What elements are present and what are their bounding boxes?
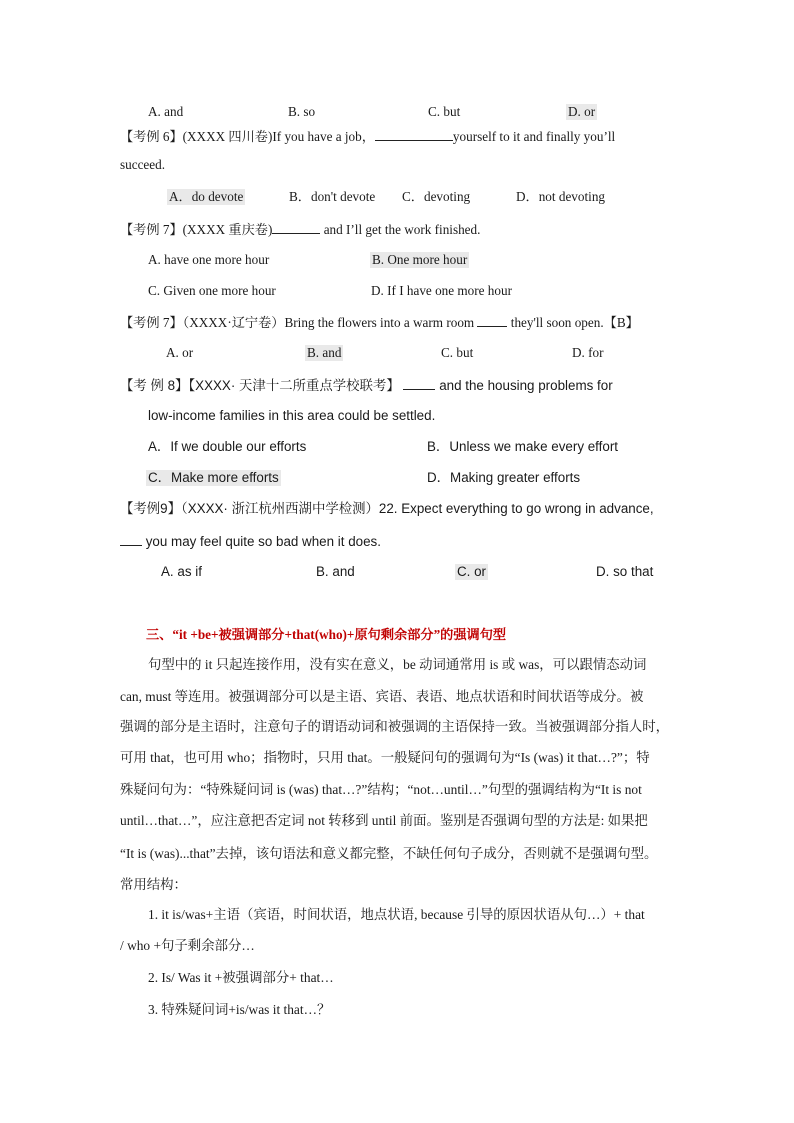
- list-item: 2. Is/ Was it +被强调部分+ that…: [148, 970, 334, 985]
- q7b-stem: [120, 314, 639, 331]
- q6-option-d: D．not devoting: [516, 189, 606, 204]
- q8-blank: [403, 377, 435, 390]
- q8-stem-cont: low-income families in this area could be settled.: [148, 408, 436, 423]
- paragraph-line: 常用结构：: [120, 877, 187, 892]
- section-heading: 三、“it +be+被强调部分+that(who)+原句剩余部分”的强调句型: [146, 627, 507, 642]
- q9-option-d: D. so that: [596, 564, 654, 579]
- q6-stem-head: 【考例 6】(XXXX 四川卷)If you have a job，: [120, 129, 375, 144]
- q7a-option-d: D. If I have one more hour: [371, 283, 512, 298]
- q7b-option-b: B. and: [307, 345, 342, 360]
- paragraph-line: until…that…”，应注意把否定词 not 转移到 until 前面。鉴别是否强调句型的方法是: 如果把: [120, 813, 648, 828]
- q8-stem: [120, 377, 613, 394]
- q7a-stem: [120, 221, 480, 238]
- list-item: 3. 特殊疑问词+is/was it that…？: [148, 1002, 331, 1017]
- q9-stem-cont-line: [120, 533, 381, 550]
- q6-option-c: C．devoting: [402, 189, 471, 204]
- q7a-option-c: C. Given one more hour: [148, 283, 276, 298]
- list-item: 1. it is/was+主语（宾语，时间状语，地点状语, because 引导的原因状语从句…）+ that: [148, 907, 645, 922]
- q6-blank: [375, 128, 453, 141]
- paragraph-line: 可用 that，也可用 who；指物时，只用 that。一般疑问句的强调句为“Is (was) it that…?”；特: [120, 750, 650, 765]
- q7b-option-a: A. or: [166, 345, 194, 360]
- q5-option-d: D. or: [568, 104, 596, 119]
- q6-stem-tail: yourself to it and finally you’ll: [452, 129, 616, 144]
- q6-option-a: A．do devote: [169, 189, 244, 204]
- q9-blank: [120, 533, 142, 546]
- paragraph-line: 句型中的 it 只起连接作用，没有实在意义，be 动词通常用 is 或 was，可以跟情态动词: [148, 657, 647, 672]
- q9-option-a: A. as if: [161, 564, 202, 579]
- q8-option-d: D．Making greater efforts: [427, 470, 581, 485]
- q7a-stem-head: 【考例 7】(XXXX 重庆卷): [120, 222, 273, 237]
- q9-option-c: C. or: [457, 564, 487, 579]
- q7b-option-d: D. for: [572, 345, 604, 360]
- paragraph-line: 强调的部分是主语时，注意句子的谓语动词和被强调的主语保持一致。当被强调部分指人时，: [120, 719, 670, 734]
- q6-option-b: B．don't devote: [289, 189, 376, 204]
- q7b-blank: [477, 314, 507, 327]
- q9-stem: 【考例9】（XXXX· 浙江杭州西湖中学检测）22. Expect everything to go wrong in advance,: [120, 501, 654, 516]
- list-item: / who +句子剩余部分…: [120, 938, 255, 953]
- q5-option-b: B. so: [288, 104, 316, 119]
- q8-option-c: C．Make more efforts: [148, 470, 279, 485]
- q7b-stem-head: 【考例 7】（XXXX·辽宁卷）Bring the flowers into a warm room: [120, 315, 475, 330]
- q9-stem-cont: you may feel quite so bad when it does.: [145, 534, 381, 549]
- q9-option-b: B. and: [316, 564, 355, 579]
- q8-option-b: B．Unless we make every effort: [427, 439, 619, 454]
- paragraph-line: “It is (was)...that”去掉，该句语法和意义都完整，不缺任何句子成分，否则就不是强调句型。: [120, 846, 658, 861]
- q8-option-a: A．If we double our efforts: [148, 439, 307, 454]
- q7b-option-c: C. but: [441, 345, 474, 360]
- q8-stem-tail: and the housing problems for: [439, 378, 613, 393]
- paragraph-line: 殊疑问句为：“特殊疑问词 is (was) that…?”结构；“not…until…”句型的强调结构为“It is not: [120, 782, 642, 797]
- q7b-stem-tail: they'll soon open.【B】: [510, 315, 639, 330]
- q7a-option-b: B. One more hour: [372, 252, 468, 267]
- paragraph-line: can, must 等连用。被强调部分可以是主语、宾语、表语、地点状语和时间状语等成分。被: [120, 689, 644, 704]
- q5-option-a: A. and: [148, 104, 184, 119]
- q6-stem: [120, 128, 615, 145]
- q6-stem-cont: succeed.: [120, 157, 166, 172]
- q8-stem-head: 【考 例 8】【XXXX· 天津十二所重点学校联考】: [120, 378, 400, 393]
- q7a-option-a: A. have one more hour: [148, 252, 270, 267]
- q7a-blank: [272, 221, 320, 234]
- q5-option-c: C. but: [428, 104, 461, 119]
- q7a-stem-tail: and I’ll get the work finished.: [323, 222, 481, 237]
